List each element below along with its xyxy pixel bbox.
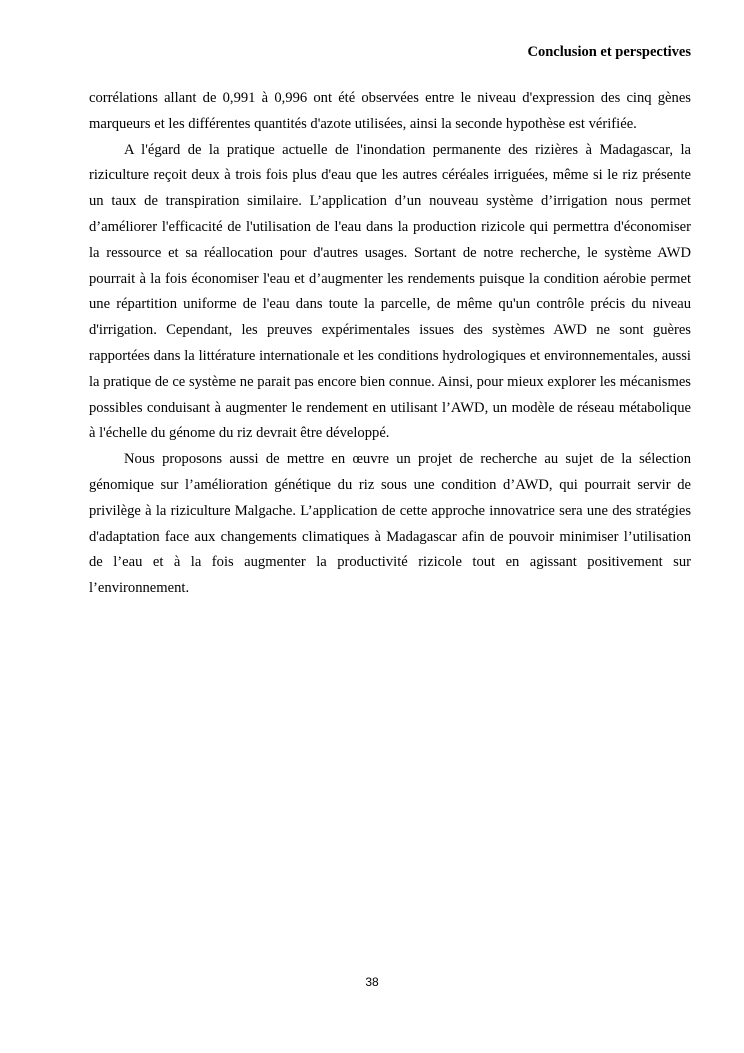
page-number: 38 <box>365 975 379 989</box>
paragraph-genomic-selection: Nous proposons aussi de mettre en œuvre un projet de recherche au sujet de la sélection génomique sur l’amélioration génétique du riz sous une condition d’AWD, qui pourrait servir de privilège à la riziculture Malgache. L’application de cette approche innovatrice sera une des stratégies d'adaptation face aux changements climatiques à Madagascar afin de pouvoir minimiser l’utilisation de l’eau et à la fois augmenter la productivité rizicole tout en agissant positivement sur l’environnement. <box>89 451 691 597</box>
paragraph-continuation: corrélations allant de 0,991 à 0,996 ont été observées entre le niveau d'expression des cinq gènes marqueurs et les différentes quantités d'azote utilisées, ainsi la seconde hypothèse est vérifiée. <box>89 90 691 132</box>
body-text <box>89 86 691 602</box>
running-header: Conclusion et perspectives <box>527 44 691 60</box>
paragraph-irrigation-awd: A l'égard de la pratique actuelle de l'inondation permanente des rizières à Madagascar, la riziculture reçoit deux à trois fois plus d'eau que les autres céréales irriguées, même si le riz présente un taux de transpiration similaire. L’application d’un nouveau système d’irrigation nous permet d’améliorer l'efficacité de l'utilisation de l'eau dans la production rizicole qui permettra d'économiser la ressource et sa réallocation pour d'autres usages. Sortant de notre recherche, le système AWD pourrait à la fois économiser l'eau et d’augmenter les rendements puisque la condition aérobie permet une répartition uniforme de l'eau dans toute la parcelle, de même qu'un contrôle précis du niveau d'irrigation. Cependant, les preuves expérimentales issues des systèmes AWD ne sont guères rapportées dans la littérature internationale et les conditions hydrologiques et environnementales, aussi la pratique de ce système ne parait pas encore bien connue. Ainsi, pour mieux explorer les mécanismes possibles conduisant à augmenter le rendement en utilisant l’AWD, un modèle de réseau métabolique à l'échelle du génome du riz devrait être développé. <box>89 141 691 442</box>
